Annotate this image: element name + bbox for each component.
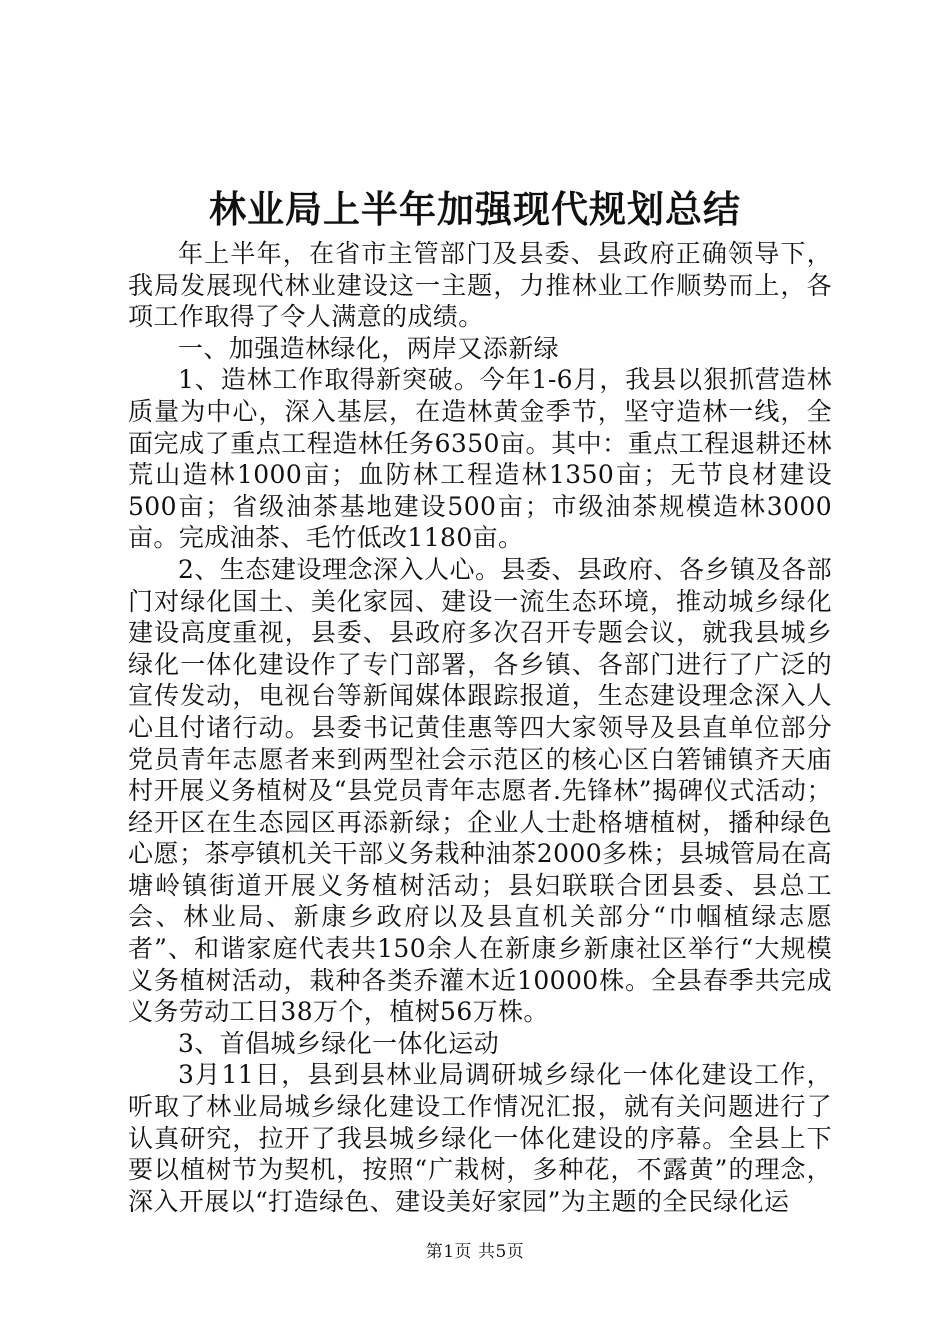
paragraph-intro: 年上半年，在省市主管部门及县委、县政府正确领导下，我局发展现代林业建设这一主题，力推林业工作顺势而上，各项工作取得了令人满意的成绩。: [128, 239, 832, 332]
section-heading-urban-rural-greening: 3、首倡城乡绿化一体化运动: [178, 1028, 500, 1058]
paragraph-ecological-concept: 2、生态建设理念深入人心。县委、县政府、各乡镇及各部门对绿化国土、美化家园、建设一流生态环境，推动城乡绿化建设高度重视，县委、县政府多次召开专题会议，就我县城乡绿化一体化建设作了专门部署，各乡镇、各部门进行了广泛的宣传发动，电视台等新闻媒体跟踪报道，生态建设理念深入人心且付诸行动。县委书记黄佳惠等四大家领导及县直单位部分党员青年志愿者来到两型社会示范区的核心区白箬铺镇齐天庙村开展义务植树及“县党员青年志愿者.先锋林”揭碑仪式活动；经开区在生态园区再添新绿；企业人士赴格塘植树，播种绿色心愿；茶亭镇机关干部义务栽种油茶2000多株；县城管局在高塘岭镇街道开展义务植树活动；县妇联联合团县委、县总工会、林业局、新康乡政府以及县直机关部分“巾帼植绿志愿者”、和谐家庭代表共150余人在新康乡新康社区举行“大规模义务植树活动，栽种各类乔灌木近10000株。全县春季共完成义务劳动工日38万个，植树56万株。: [128, 554, 832, 1027]
page-number-footer: 第1页 共5页: [425, 1242, 525, 1262]
paragraph-march-11: 3月11日，县到县林业局调研城乡绿化一体化建设工作，听取了林业局城乡绿化建设工作情况汇报，就有关问题进行了认真研究，拉开了我县城乡绿化一体化建设的序幕。全县上下要以植树节为契机，按照“广栽树，多种花，不露黄”的理念，深入开展以“打造绿色、建设美好家园”为主题的全民绿化运: [128, 1060, 832, 1216]
section-heading-afforestation: 一、加强造林绿化，两岸又添新绿: [178, 333, 560, 363]
document-title: 林业局上半年加强现代规划总结: [209, 188, 741, 231]
document-body: [128, 238, 832, 1217]
paragraph-afforestation-breakthrough: 1、造林工作取得新突破。今年1-6月，我县以狠抓营造林质量为中心，深入基层，在造林黄金季节，坚守造林一线，全面完成了重点工程造林任务6350亩。其中：重点工程退耕还林荒山造林1000亩；血防林工程造林1350亩；无节良材建设500亩；省级油茶基地建设500亩；市级油茶规模造林3000亩。完成油茶、毛竹低改1180亩。: [128, 365, 832, 553]
